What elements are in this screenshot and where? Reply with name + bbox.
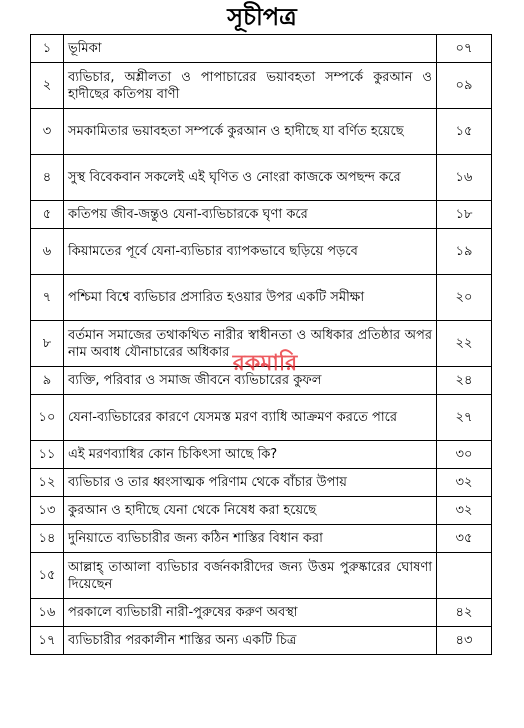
chapter-title: ব্যভিচার, অশ্লীলতা ও পাপাচারের ভয়াবহতা সম্পর্কে কুরআন ও হাদীছের কতিপয় বাণী bbox=[64, 63, 437, 109]
page-number: ৪২ bbox=[437, 599, 492, 627]
chapter-number: ১৫ bbox=[31, 553, 64, 599]
table-row bbox=[31, 599, 492, 627]
chapter-title: যেনা-ব্যভিচারের কারণে যেসমস্ত মরণ ব্যাধি আক্রমণ করতে পারে bbox=[64, 395, 437, 441]
chapter-title: আল্লাহ্ তাআলা ব্যভিচার বর্জনকারীদের জন্য উত্তম পুরুষ্কারের ঘোষণা দিয়েছেন bbox=[64, 553, 437, 599]
chapter-title: দুনিয়াতে ব্যভিচারীর জন্য কঠিন শাস্তির বিধান করা bbox=[64, 525, 437, 553]
page-number: ২৪ bbox=[437, 367, 492, 395]
chapter-title: ভূমিকা bbox=[64, 35, 437, 63]
chapter-number: ১ bbox=[31, 35, 64, 63]
table-row bbox=[31, 201, 492, 229]
page-number: ২৭ bbox=[437, 395, 492, 441]
chapter-number: ১০ bbox=[31, 395, 64, 441]
chapter-title: বর্তমান সমাজের তথাকথিত নারীর স্বাধীনতা ও অধিকার প্রতিষ্ঠার অপর নাম অবাধ যৌনাচারের অধিকার bbox=[64, 321, 437, 367]
chapter-title: সমকামিতার ভয়াবহতা সম্পর্কে কুরআন ও হাদীছে যা বর্ণিত হয়েছে bbox=[64, 109, 437, 155]
chapter-number: ১৬ bbox=[31, 599, 64, 627]
chapter-number: ৫ bbox=[31, 201, 64, 229]
page-number: ১৫ bbox=[437, 109, 492, 155]
table-row bbox=[31, 553, 492, 599]
page-number: ১৮ bbox=[437, 201, 492, 229]
chapter-number: ১১ bbox=[31, 441, 64, 469]
page-number: ০৭ bbox=[437, 35, 492, 63]
chapter-title: ব্যভিচার ও তার ধ্বংসাত্মক পরিণাম থেকে বাঁচার উপায় bbox=[64, 469, 437, 497]
page-number: ৩৫ bbox=[437, 525, 492, 553]
page-number bbox=[437, 553, 492, 599]
chapter-number: ৮ bbox=[31, 321, 64, 367]
chapter-number: ৩ bbox=[31, 109, 64, 155]
chapter-title: ব্যভিচারীর পরকালীন শাস্তির অন্য একটি চিত্র bbox=[64, 627, 437, 655]
page-number: ৩২ bbox=[437, 497, 492, 525]
table-row bbox=[31, 275, 492, 321]
chapter-title: পশ্চিমা বিশ্বে ব্যভিচার প্রসারিত হওয়ার উপর একটি সমীক্ষা bbox=[64, 275, 437, 321]
page-title: সূচীপত্র bbox=[227, 3, 297, 31]
chapter-number: ৬ bbox=[31, 229, 64, 275]
page-number: ১৯ bbox=[437, 229, 492, 275]
chapter-title: এই মরণব্যাধির কোন চিকিৎসা আছে কি? bbox=[64, 441, 437, 469]
chapter-number: ৪ bbox=[31, 155, 64, 201]
chapter-title: পরকালে ব্যভিচারী নারী-পুরুষের করুণ অবস্থা bbox=[64, 599, 437, 627]
table-row bbox=[31, 441, 492, 469]
chapter-number: ২ bbox=[31, 63, 64, 109]
chapter-title: ব্যক্তি, পরিবার ও সমাজ জীবনে ব্যভিচারের কুফল bbox=[64, 367, 437, 395]
table-row bbox=[31, 321, 492, 367]
chapter-title: কুরআন ও হাদীছে যেনা থেকে নিষেধ করা হয়েছে bbox=[64, 497, 437, 525]
page-number: ০৯ bbox=[437, 63, 492, 109]
chapter-title: সুস্থ বিবেকবান সকলেই এই ঘৃণিত ও নোংরা কাজকে অপছন্দ করে bbox=[64, 155, 437, 201]
table-row bbox=[31, 395, 492, 441]
page-number: ৩২ bbox=[437, 469, 492, 497]
chapter-number: ১৩ bbox=[31, 497, 64, 525]
page-number: ৩০ bbox=[437, 441, 492, 469]
chapter-number: ৯ bbox=[31, 367, 64, 395]
table-row bbox=[31, 109, 492, 155]
table-row bbox=[31, 155, 492, 201]
table-row bbox=[31, 627, 492, 655]
chapter-number: ৭ bbox=[31, 275, 64, 321]
watermark-text: রকমারি bbox=[232, 351, 298, 376]
table-row bbox=[31, 497, 492, 525]
chapter-number: ১২ bbox=[31, 469, 64, 497]
chapter-title: কিয়ামতের পূর্বে যেনা-ব্যভিচার ব্যাপকভাবে ছড়িয়ে পড়বে bbox=[64, 229, 437, 275]
table-row bbox=[31, 63, 492, 109]
table-row bbox=[31, 525, 492, 553]
page-number: ২০ bbox=[437, 275, 492, 321]
table-row bbox=[31, 469, 492, 497]
page-number: ২২ bbox=[437, 321, 492, 367]
table-row bbox=[31, 229, 492, 275]
chapter-title: কতিপয় জীব-জন্তুও যেনা-ব্যভিচারকে ঘৃণা করে bbox=[64, 201, 437, 229]
table-row bbox=[31, 35, 492, 63]
page-number: ১৬ bbox=[437, 155, 492, 201]
chapter-number: ১৭ bbox=[31, 627, 64, 655]
chapter-number: ১৪ bbox=[31, 525, 64, 553]
table-row bbox=[31, 367, 492, 395]
page-number: ৪৩ bbox=[437, 627, 492, 655]
contents-table bbox=[30, 34, 492, 655]
